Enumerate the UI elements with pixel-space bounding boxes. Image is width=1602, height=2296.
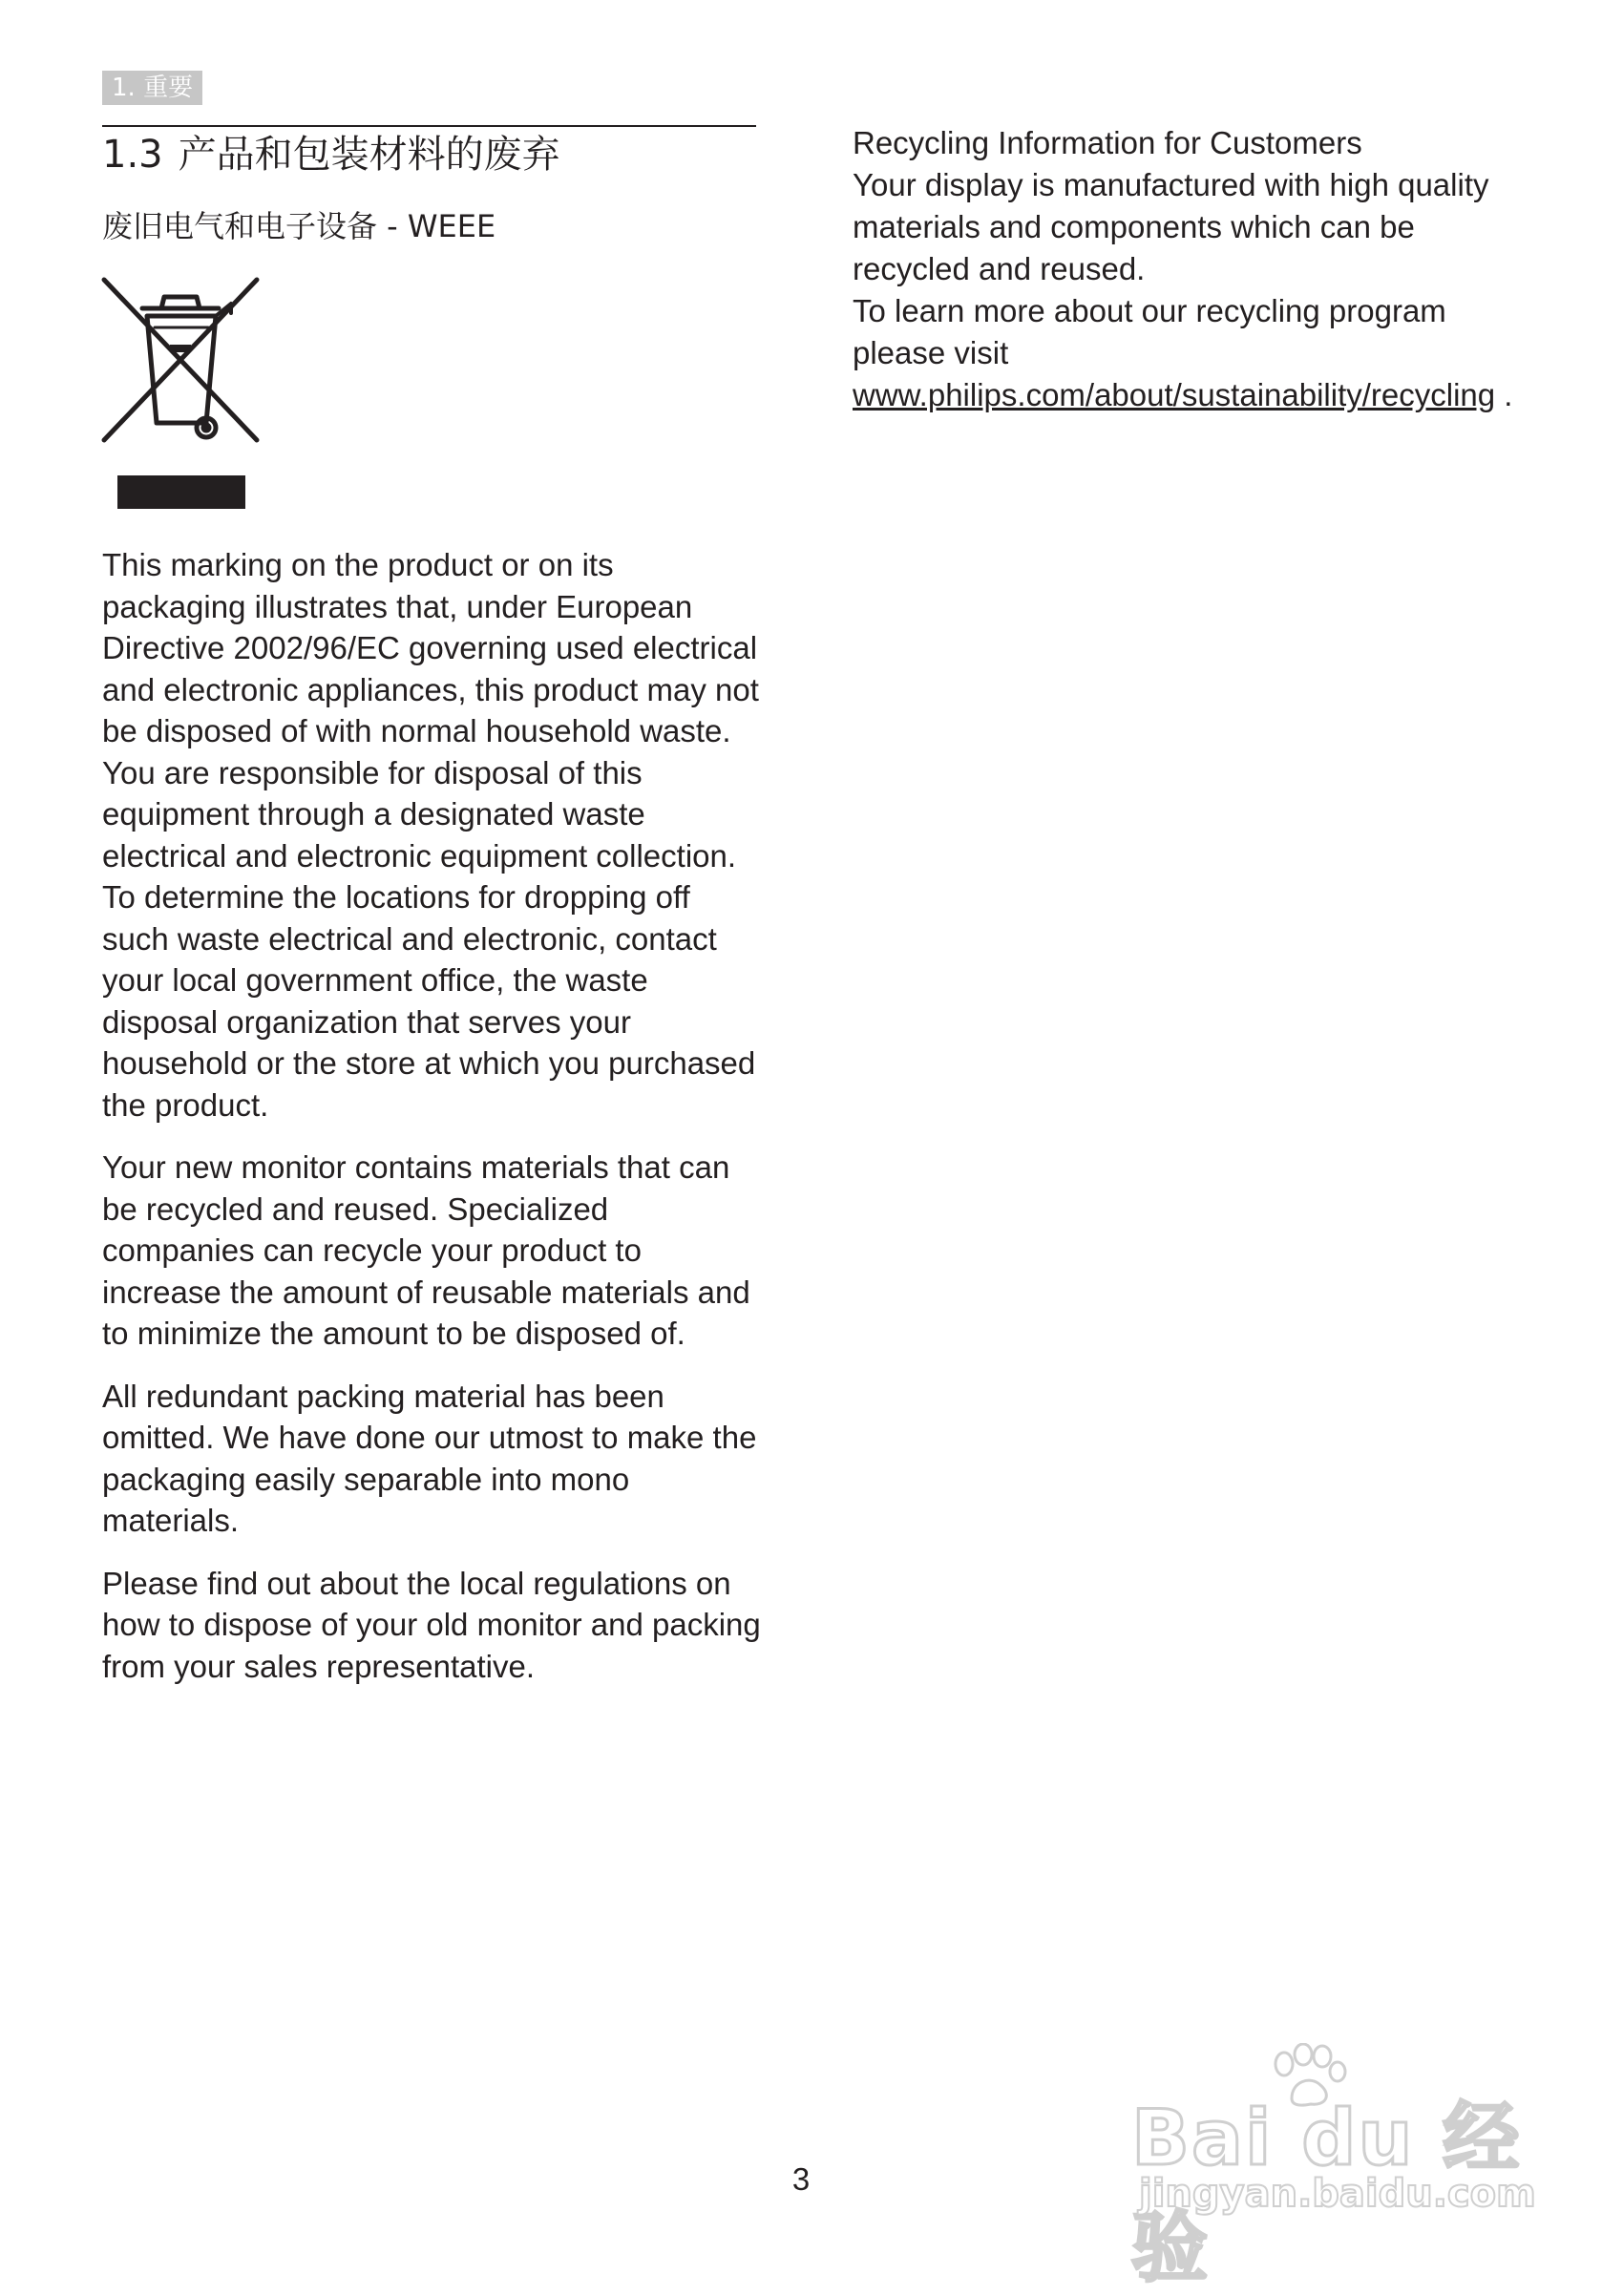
- watermark-url: jingyan.baidu.com: [1139, 2172, 1536, 2216]
- section-number: 1.3: [102, 133, 163, 177]
- title-rule: [102, 125, 756, 127]
- weee-subtitle: 废旧电气和电子设备 - WEEE: [102, 208, 496, 244]
- paragraph-recyclable-materials: Your new monitor contains materials that can be recycled and reused. Specialized companies can recycle your product to increase the amount of reusable materials and to minimize the amount to be disposed of.: [102, 1149, 750, 1351]
- recycling-link[interactable]: www.philips.com/about/sustainability/recycling: [853, 377, 1496, 412]
- crossed-out-wheelie-bin-icon: [99, 270, 262, 447]
- paragraph-local-regulations: Please find out about the local regulations on how to dispose of your old monitor and packing from your sales representative.: [102, 1565, 761, 1684]
- weee-black-bar: [117, 475, 245, 509]
- recycling-info-column: [853, 122, 1521, 416]
- page-number: 3: [791, 2161, 811, 2197]
- recycling-line-2: [853, 290, 1521, 416]
- section-title-text: 产品和包装材料的废弃: [178, 133, 560, 177]
- recycling-line-1: Your display is manufactured with high quality materials and components which can be recycled and reused.: [853, 167, 1489, 286]
- section-chip: 1. 重要: [102, 71, 202, 105]
- recycling-suffix: .: [1495, 377, 1513, 412]
- watermark-logo: Bai du 经验: [1131, 2094, 1522, 2292]
- disposal-text-column: [102, 544, 761, 1708]
- recycling-prefix: To learn more about our recycling program please visit: [853, 293, 1446, 370]
- baidu-watermark: [1131, 2043, 1536, 2292]
- page-title: [102, 128, 560, 181]
- paragraph-weee-marking: This marking on the product or on its packaging illustrates that, under European Directive 2002/96/EC governing used electrical and electronic appliances, this product may not be disposed of with normal household waste. You are responsible for disposal of this equipment through a designated waste electrical and electronic equipment collection. To determine the locations for dropping off such waste electrical and electronic, contact your local government office, the waste disposal organization that serves your household or the store at which you purchased the product.: [102, 547, 759, 1123]
- paragraph-packing-material: All redundant packing material has been omitted. We have done our utmost to make the packaging easily separable into mono materials.: [102, 1378, 757, 1538]
- recycling-heading: Recycling Information for Customers: [853, 125, 1362, 160]
